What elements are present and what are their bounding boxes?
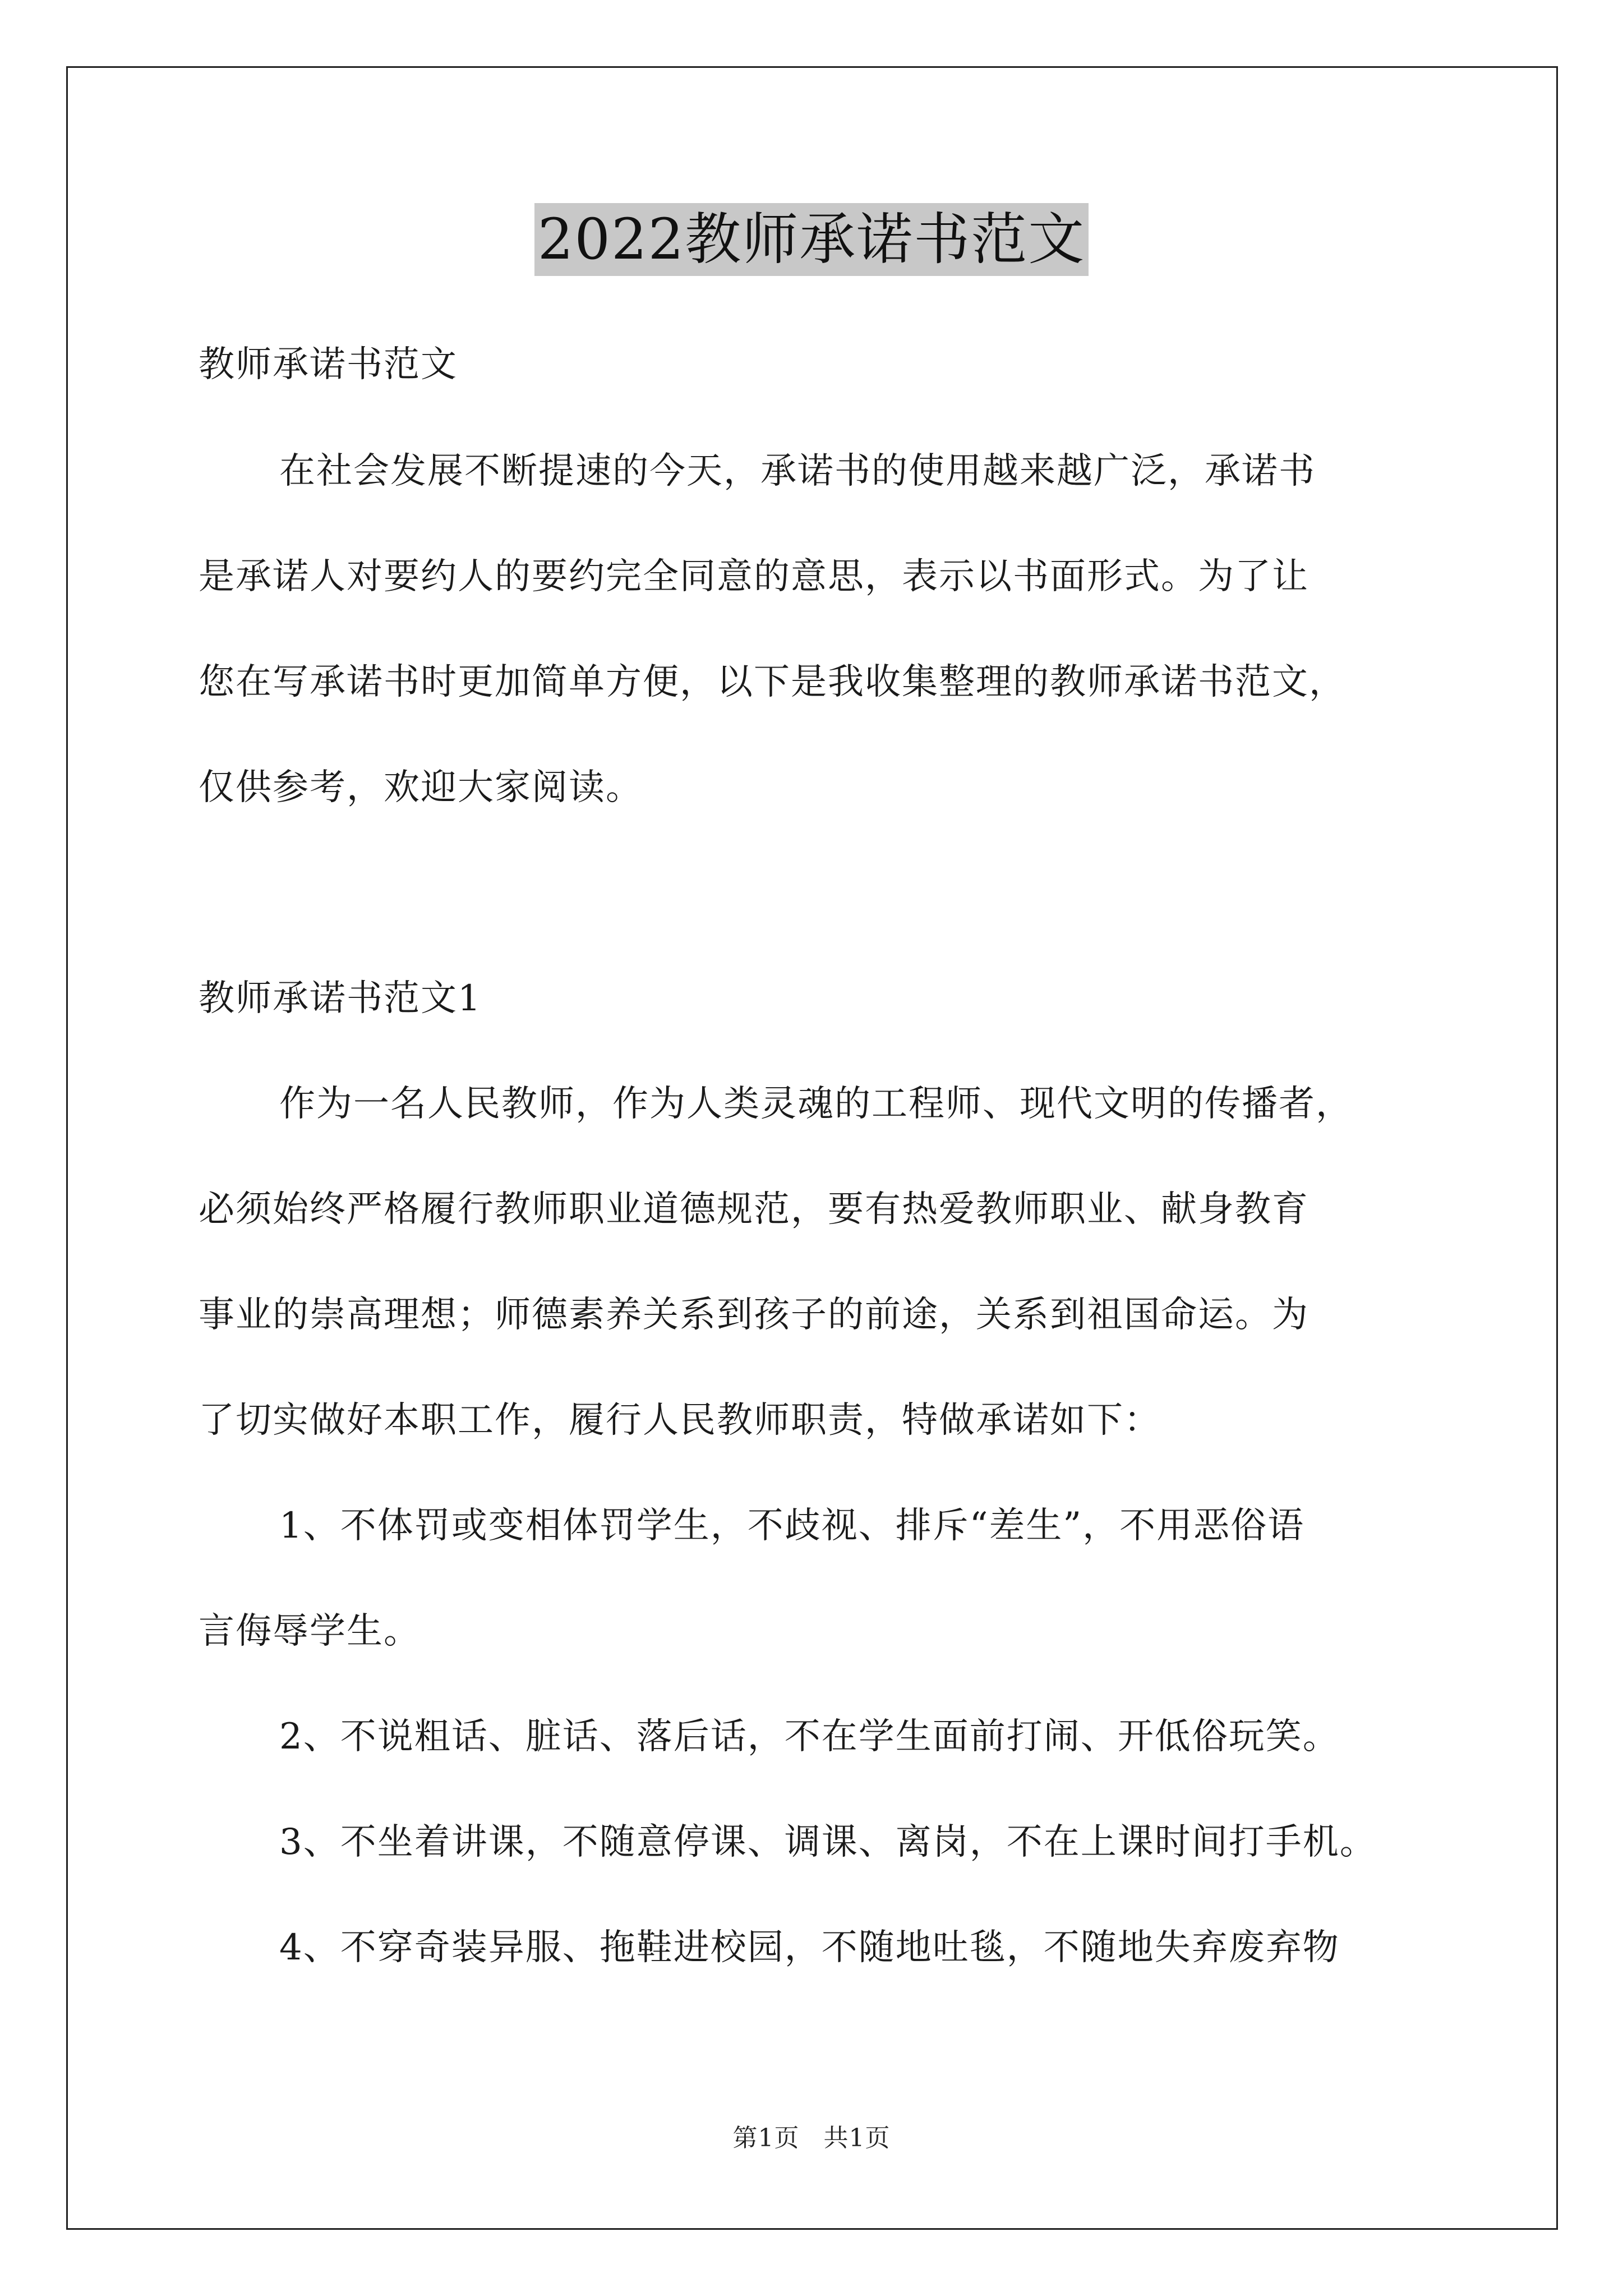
page-number-current: 第1页 bbox=[732, 2124, 800, 2152]
paragraph-line: 仅供参考，欢迎大家阅读。 bbox=[199, 767, 643, 808]
paragraph-line: 必须始终严格履行教师职业道德规范，要有热爱教师职业、献身教育 bbox=[199, 1189, 1309, 1230]
paragraph-line: 事业的崇高理想；师德素养关系到孩子的前途，关系到祖国命运。为 bbox=[199, 1294, 1309, 1336]
page-footer bbox=[0, 2118, 1623, 2154]
list-item-line: 3、不坐着讲课，不随意停课、调课、离岗，不在上课时间打手机。 bbox=[279, 1821, 1377, 1863]
title-wrapper bbox=[0, 203, 1623, 276]
page-number-total: 共1页 bbox=[823, 2124, 891, 2152]
section-heading-1: 教师承诺书范文1 bbox=[199, 978, 482, 1019]
document-title: 2022教师承诺书范文 bbox=[534, 203, 1089, 276]
paragraph-line: 是承诺人对要约人的要约完全同意的意思，表示以书面形式。为了让 bbox=[199, 556, 1309, 597]
paragraph-line: 在社会发展不断提速的今天，承诺书的使用越来越广泛，承诺书 bbox=[279, 450, 1316, 492]
list-item-line: 1、不体罚或变相体罚学生，不歧视、排斥“差生”，不用恶俗语 bbox=[279, 1505, 1305, 1547]
list-item-line: 4、不穿奇装异服、拖鞋进校园，不随地吐毯，不随地失弃废弃物 bbox=[279, 1927, 1340, 1968]
list-item-line: 言侮辱学生。 bbox=[199, 1611, 421, 1652]
paragraph-line: 作为一名人民教师，作为人类灵魂的工程师、现代文明的传播者， bbox=[279, 1083, 1353, 1125]
paragraph-line: 您在写承诺书时更加简单方便，以下是我收集整理的教师承诺书范文， bbox=[199, 661, 1346, 703]
section-heading-intro: 教师承诺书范文 bbox=[199, 344, 458, 385]
page-border bbox=[66, 66, 1558, 2230]
paragraph-line: 了切实做好本职工作，履行人民教师职责，特做承诺如下： bbox=[199, 1400, 1161, 1441]
list-item-line: 2、不说粗话、脏话、落后话，不在学生面前打闹、开低俗玩笑。 bbox=[279, 1716, 1340, 1757]
